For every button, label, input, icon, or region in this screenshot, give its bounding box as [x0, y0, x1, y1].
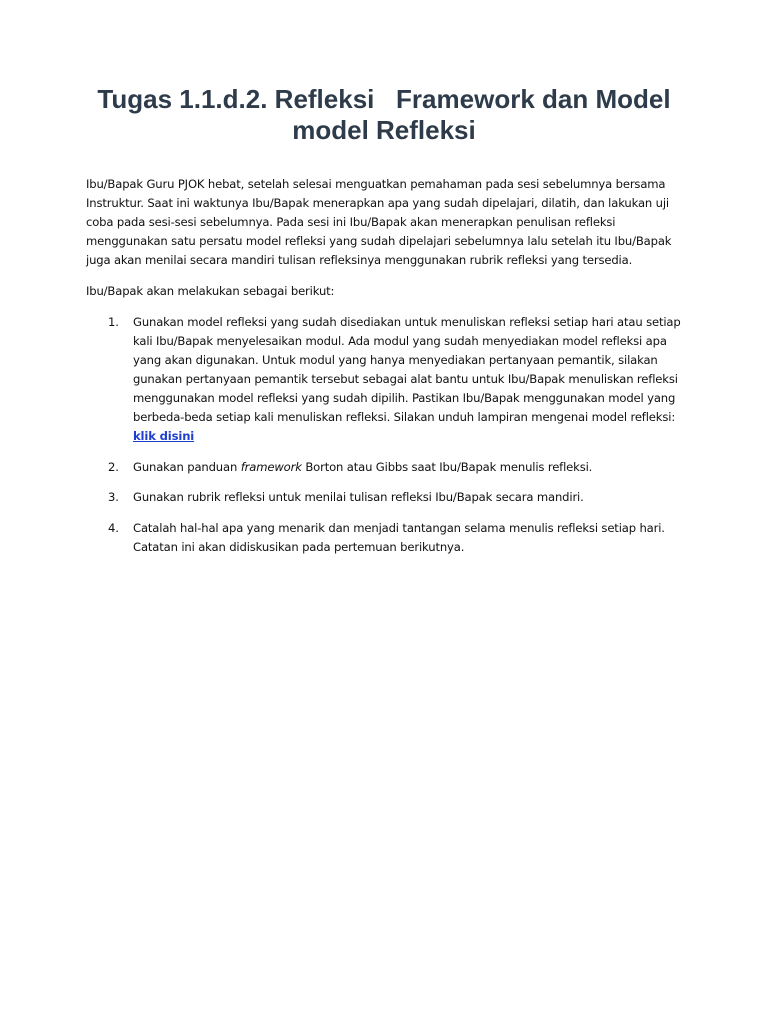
intro-paragraph: Ibu/Bapak Guru PJOK hebat, setelah selesai menguatkan pemahaman pada sesi sebelumnya bersama Instruktur. Saat ini waktunya Ibu/Bapak menerapkan apa yang sudah dipelajari, dilatih, dan lakukan uji coba pada sesi-sesi sebelumnya. Pada sesi ini Ibu/Bapak akan menerapkan penulisan refleksi menggunakan satu persatu model refleksi yang sudah dipelajari sebelumnya lalu setelah itu Ibu/Bapak juga akan menilai secara mandiri tulisan refleksinya menggunakan rubrik refleksi yang tersedia. [86, 177, 672, 267]
list-item [86, 458, 694, 477]
list-item-text-before: Gunakan panduan [133, 459, 241, 474]
list-item-text: Catalah hal-hal apa yang menarik dan menjadi tantangan selama menulis refleksi setiap hari. Catatan ini akan didiskusikan pada pertemuan berikutnya. [133, 520, 665, 554]
download-attachment-link[interactable]: klik disini [133, 429, 195, 443]
list-item-number: 4. [108, 520, 119, 535]
document-title: Tugas 1.1.d.2. Refleksi Framework dan Model model Refleksi [97, 84, 678, 145]
list-item [86, 313, 694, 446]
list-item-text: Gunakan model refleksi yang sudah disediakan untuk menuliskan refleksi setiap hari atau setiap kali Ibu/Bapak menyelesaikan modul. Ada modul yang sudah menyediakan model refleksi apa yang akan digunakan. Untuk modul yang hanya menyediakan pertanyaan pemantik, silakan gunakan pertanyaan pemantik tersebut sebagai alat bantu untuk Ibu/Bapak menuliskan refleksi menggunakan model refleksi yang sudah dipilih. Pastikan Ibu/Bapak menggunakan model yang berbeda-beda setiap kali menuliskan refleksi. Silakan unduh lampiran mengenai model refleksi: [133, 315, 681, 424]
list-item-text-after: Borton atau Gibbs saat Ibu/Bapak menulis refleksi. [301, 459, 593, 474]
list-item-text: Gunakan rubrik refleksi untuk menilai tulisan refleksi Ibu/Bapak secara mandiri. [133, 490, 584, 504]
list-item [86, 519, 694, 557]
steps-list [86, 313, 694, 568]
instructions-lead-in: Ibu/Bapak akan melakukan sebagai berikut: [86, 284, 335, 298]
list-item-number: 1. [108, 315, 119, 329]
list-item-emphasis: framework [240, 459, 302, 474]
list-item-number: 3. [108, 490, 119, 504]
list-item [86, 488, 694, 507]
list-item-number: 2. [108, 459, 119, 474]
